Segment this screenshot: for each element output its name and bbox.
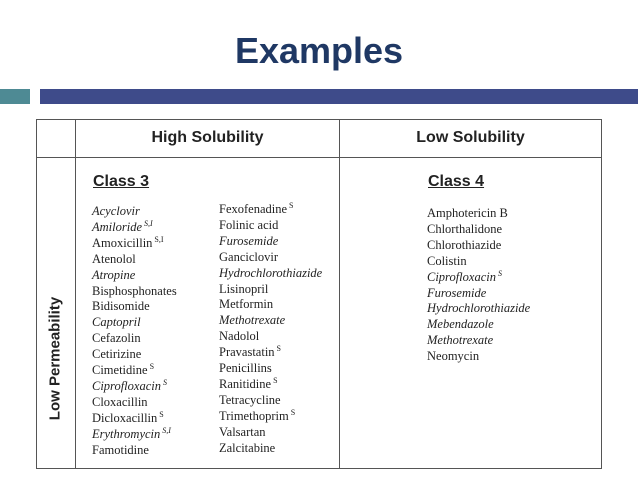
drug-superscript: S	[162, 377, 167, 387]
drug-item	[219, 297, 322, 313]
drug-item	[92, 284, 177, 300]
drug-item	[92, 443, 177, 459]
drug-item	[92, 411, 177, 427]
drug-item	[219, 393, 322, 409]
drug-name: Fexofenadine	[219, 202, 288, 216]
drug-name: Bisphosphonates	[92, 283, 177, 298]
drug-name: Pravastatin	[219, 345, 275, 360]
drug-name: Cetirizine	[92, 347, 142, 362]
drug-item	[219, 377, 322, 393]
drug-item	[427, 301, 530, 317]
drug-name: Tetracycline	[219, 392, 281, 407]
drug-item	[427, 286, 530, 302]
table-divider-vertical-2	[339, 120, 340, 468]
accent-bar-left	[0, 89, 30, 104]
drug-name: Hydrochlorothiazide	[219, 265, 323, 280]
class3-column-1	[92, 204, 177, 459]
drug-name: Zalcitabine	[219, 440, 276, 455]
drug-item	[427, 206, 530, 222]
drug-item	[219, 234, 322, 250]
drug-item	[219, 361, 322, 377]
drug-name: Cefazolin	[92, 331, 141, 346]
drug-name: Atenolol	[92, 251, 136, 266]
drug-name: Metformin	[219, 297, 274, 312]
drug-name: Erythromycin	[92, 426, 161, 441]
row-label-low-permeability: Low Permeability	[46, 296, 64, 421]
drug-item	[427, 254, 530, 270]
drug-item	[92, 315, 177, 331]
drug-name: Mebendazole	[427, 317, 494, 332]
drug-item	[427, 222, 530, 238]
drug-item	[92, 252, 177, 268]
drug-name: Hydrochlorothiazide	[427, 301, 531, 316]
drug-superscript: S	[273, 375, 278, 385]
drug-name: Atropine	[92, 267, 136, 282]
drug-item	[219, 425, 322, 441]
drug-name: Ranitidine	[219, 376, 272, 391]
accent-bar-right	[40, 89, 638, 104]
drug-name: Acyclovir	[92, 204, 140, 218]
drug-name: Lisinopril	[219, 281, 269, 296]
drug-name: Folinic acid	[219, 217, 279, 232]
drug-name: Amiloride	[92, 219, 142, 234]
drug-name: Nadolol	[219, 329, 260, 344]
drug-item	[219, 266, 322, 282]
drug-name: Chlorthalidone	[427, 221, 502, 236]
drug-item	[219, 409, 322, 425]
header-low-solubility: Low Solubility	[416, 129, 525, 146]
drug-superscript: S	[159, 409, 164, 419]
drug-name: Cloxacillin	[92, 394, 148, 409]
drug-item	[92, 268, 177, 284]
drug-name: Amoxicillin	[92, 235, 153, 250]
drug-item	[219, 441, 322, 457]
drug-name: Penicillins	[219, 361, 272, 376]
class3-title: Class 3	[93, 173, 150, 190]
drug-name: Methotrexate	[219, 313, 286, 328]
drug-item	[92, 379, 177, 395]
page-title: Examples	[234, 30, 404, 71]
drug-name: Trimethoprim	[219, 408, 289, 423]
table-divider-horizontal	[37, 157, 601, 158]
drug-name: Colistin	[427, 253, 467, 268]
drug-item	[219, 329, 322, 345]
drug-superscript: S	[497, 268, 502, 278]
drug-item	[219, 345, 322, 361]
drug-superscript: S	[276, 344, 281, 354]
drug-item	[427, 349, 530, 365]
drug-item	[92, 347, 177, 363]
drug-item	[427, 238, 530, 254]
drug-superscript: S,I	[154, 234, 164, 244]
drug-name: Valsartan	[219, 424, 266, 439]
header-high-solubility: High Solubility	[151, 129, 264, 146]
table-divider-vertical-1	[75, 120, 76, 468]
drug-name: Dicloxacillin	[92, 410, 158, 425]
drug-item	[92, 395, 177, 411]
drug-item	[427, 270, 530, 286]
drug-name: Bidisomide	[92, 299, 150, 314]
class4-title: Class 4	[428, 173, 485, 190]
drug-item	[427, 333, 530, 349]
drug-item	[92, 331, 177, 347]
drug-superscript: S,I	[144, 218, 153, 228]
bcs-table	[36, 119, 602, 469]
drug-name: Furosemide	[219, 233, 279, 248]
drug-name: Furosemide	[427, 285, 487, 300]
drug-name: Captopril	[92, 315, 141, 330]
drug-superscript: S	[289, 201, 294, 210]
drug-name: Methotrexate	[427, 333, 494, 348]
drug-item	[92, 220, 177, 236]
drug-superscript: S	[290, 407, 296, 417]
drug-item	[219, 218, 322, 234]
drug-name: Famotidine	[92, 442, 149, 457]
drug-name: Ganciclovir	[219, 249, 279, 264]
drug-item	[219, 313, 322, 329]
drug-item	[219, 282, 322, 298]
class3-column-2	[219, 202, 322, 457]
drug-name: Chlorothiazide	[427, 237, 502, 252]
drug-name: Cimetidine	[92, 363, 148, 378]
class4-column-1	[427, 206, 530, 365]
drug-superscript: S,I	[162, 425, 171, 435]
drug-name: Amphotericin B	[427, 206, 508, 220]
drug-name: Ciprofloxacin	[427, 269, 496, 284]
drug-item	[92, 363, 177, 379]
drug-item	[92, 299, 177, 315]
drug-item	[219, 250, 322, 266]
drug-item	[92, 236, 177, 252]
drug-item	[219, 202, 322, 218]
drug-item	[92, 427, 177, 443]
drug-name: Ciprofloxacin	[92, 378, 161, 393]
drug-superscript: S	[149, 362, 155, 372]
drug-item	[427, 317, 530, 333]
drug-item	[92, 204, 177, 220]
drug-name: Neomycin	[427, 349, 480, 364]
